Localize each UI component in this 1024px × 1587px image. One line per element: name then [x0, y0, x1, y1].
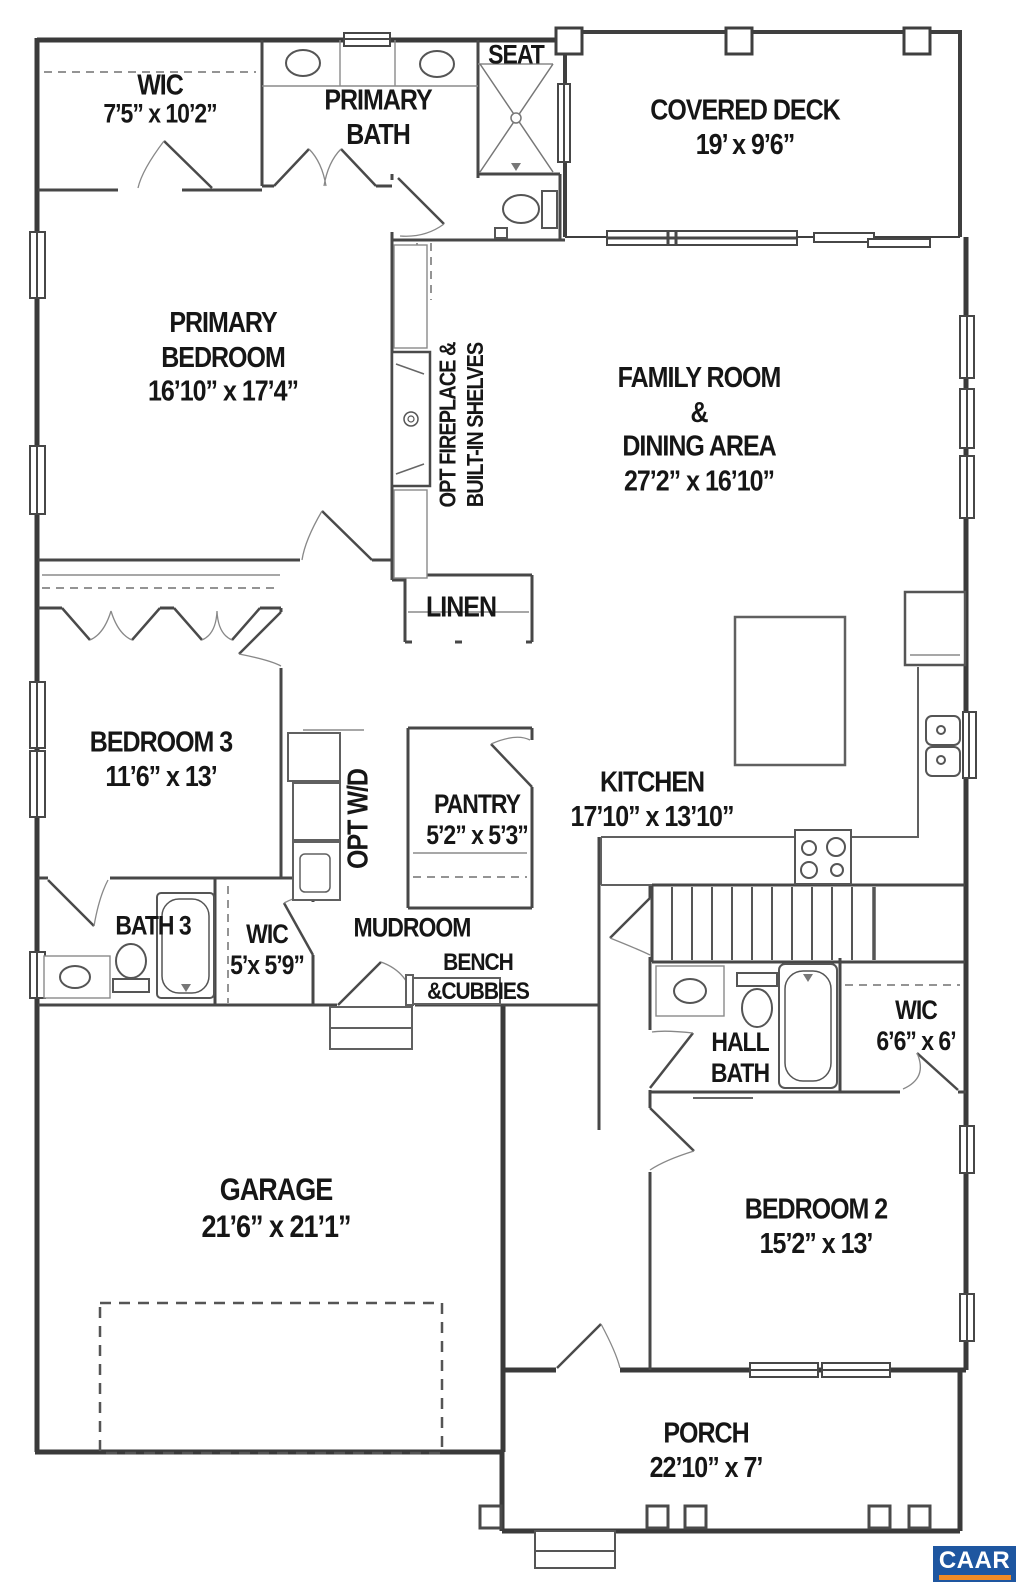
toilet-icon — [737, 973, 777, 1027]
window-bedroom2-front — [822, 1363, 890, 1377]
stove-icon — [795, 830, 851, 884]
sink-icon — [674, 979, 706, 1003]
room-label-hall-bath: HALL BATH — [710, 1026, 770, 1089]
room-label-family-dining: FAMILY ROOM & DINING AREA 27’2” x 16’10” — [617, 361, 781, 497]
garage-door-dashed — [100, 1303, 442, 1453]
room-label-bedroom3: BEDROOM 3 11’6” x 13’ — [89, 725, 233, 793]
room-label-primary-bedroom: PRIMARY BEDROOM 16’10” x 17’4” — [147, 306, 299, 408]
bench-post — [406, 975, 413, 1005]
window-bedroom2-right — [960, 1294, 974, 1341]
porch-posts — [480, 1506, 930, 1528]
window-right-wall — [960, 456, 974, 518]
room-label-seat: SEAT — [488, 39, 544, 70]
window-bedroom2-right — [960, 1126, 974, 1173]
room-label-mudroom: MUDROOM — [353, 912, 471, 943]
window-right-wall — [960, 316, 974, 378]
window-left-wall — [30, 682, 45, 748]
built-in-shelf — [394, 245, 427, 348]
washer-dryer-icon — [288, 733, 340, 900]
note-opt-fireplace: OPT FIREPLACE & BUILT-IN SHELVES — [435, 342, 489, 508]
room-label-bath3: BATH 3 — [115, 910, 191, 941]
kitchen-island — [735, 617, 845, 765]
room-label-bedroom2: BEDROOM 2 15’2” x 13’ — [744, 1192, 888, 1260]
caar-logo-text: CAAR — [938, 1547, 1011, 1574]
window-left-wall — [30, 446, 45, 514]
kitchen-fixtures — [601, 592, 965, 885]
room-label-linen: LINEN — [426, 590, 496, 624]
room-label-garage: GARAGE 21’6” x 21’1” — [201, 1172, 351, 1244]
caar-logo — [933, 1546, 1016, 1582]
window-bedroom2-front — [750, 1363, 818, 1377]
shower-icon — [480, 64, 553, 172]
room-label-wic-primary: WIC — [137, 68, 183, 102]
room-label-wic-small: WIC 5’x 5’9” — [230, 918, 304, 981]
window-left-wall — [30, 232, 45, 298]
stairs-icon — [672, 887, 874, 960]
window-shower-wall — [558, 84, 570, 162]
garage-entry-steps — [330, 1007, 412, 1028]
deck-sliding-door — [814, 233, 930, 247]
sink-icon — [60, 966, 90, 988]
window-top-wall — [344, 33, 390, 46]
room-label-pantry: PANTRY 5’2” x 5’3” — [426, 788, 528, 851]
room-label-covered-deck: COVERED DECK 19’ x 9’6” — [650, 93, 840, 161]
garage-entry-steps — [330, 1028, 412, 1049]
fireplace-icon — [392, 245, 430, 578]
window-left-wall — [30, 751, 45, 817]
note-opt-wd: OPT W/D — [341, 769, 375, 869]
toilet-icon — [113, 944, 149, 992]
room-label-primary-bath: PRIMARY BATH — [324, 83, 432, 151]
bathtub-icon — [157, 893, 214, 998]
window-left-wall — [30, 952, 45, 998]
room-label-porch: PORCH 22’10” x 7’ — [649, 1416, 763, 1484]
sink-icon — [286, 50, 320, 76]
bathtub-icon — [779, 964, 837, 1088]
room-label-wic2: WIC 6’6” x 6’ — [876, 994, 956, 1057]
label-bench-cubbies: BENCH &CUBBIES — [427, 949, 529, 1005]
window-kitchen-sink — [963, 712, 976, 778]
bath3-fixtures — [44, 893, 214, 998]
room-dims-wic-primary: 7’5” x 10’2” — [103, 98, 217, 129]
porch-steps — [535, 1531, 615, 1568]
deck-window-assembly — [607, 231, 797, 245]
window-right-wall — [960, 389, 974, 448]
room-label-kitchen: KITCHEN 17’10” x 13’10” — [570, 765, 734, 833]
caar-logo-accent-bar — [939, 1575, 1011, 1580]
fridge-icon — [905, 592, 965, 665]
toilet-icon — [495, 191, 557, 238]
sink-icon — [420, 51, 454, 77]
built-in-shelf — [394, 490, 427, 578]
kitchen-sink-icon — [926, 716, 960, 776]
